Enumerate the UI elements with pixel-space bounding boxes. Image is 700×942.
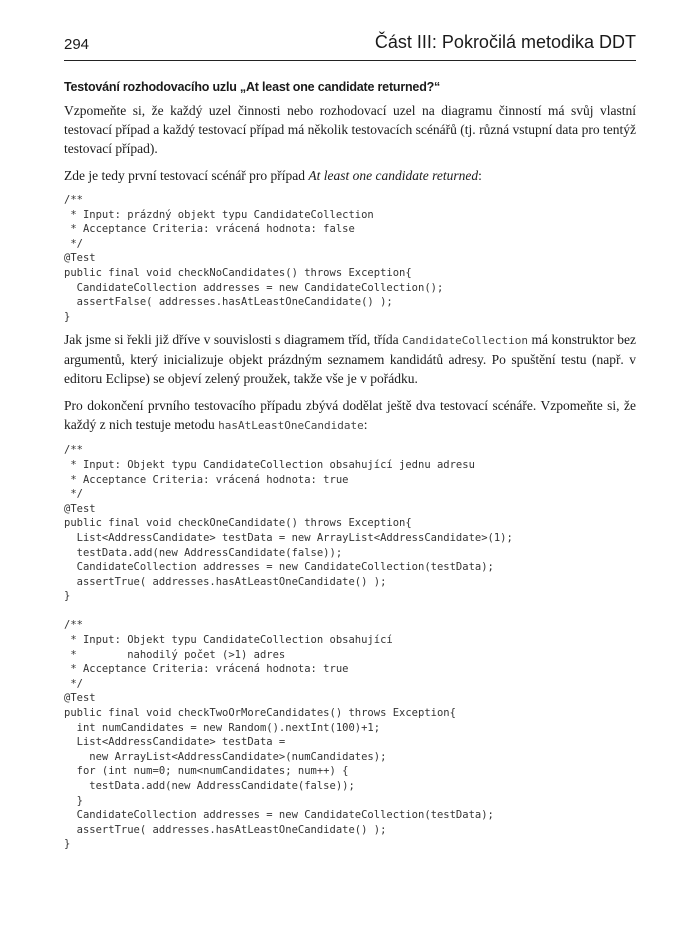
paragraph-text: Jak jsme si řekli již dříve v souvislosti s diagramem tříd, třída <box>64 332 403 348</box>
paragraph-remaining-scenarios <box>64 396 636 435</box>
code-line: new ArrayList<AddressCandidate>(numCandidates); <box>64 750 387 763</box>
page-number: 294 <box>64 36 90 53</box>
paragraph-text: : <box>478 168 482 183</box>
inline-code: hasAtLeastOneCandidate <box>218 419 364 433</box>
code-line: CandidateCollection addresses = new CandidateCollection(testData); <box>64 809 494 822</box>
code-line: CandidateCollection addresses = new CandidateCollection(); <box>64 281 444 294</box>
paragraph-first-scenario <box>64 166 636 185</box>
code-line: * Input: Objekt typu CandidateCollection obsahující jednu adresu <box>64 458 475 471</box>
code-line: @Test <box>64 252 96 265</box>
paragraph-text: Pro dokončení prvního testovacího případu zbývá dodělat ještě dva testovací scénáře. Vzpomeňte si, že každý z nich testuje metodu <box>64 398 636 433</box>
paragraph-text: : <box>363 417 368 433</box>
code-line: * Acceptance Criteria: vrácená hodnota: false <box>64 223 355 236</box>
code-line: } <box>64 794 83 807</box>
paragraph-constructor <box>64 330 636 388</box>
code-line: */ <box>64 488 83 501</box>
paragraph-text: má konstruktor bez argumentů, který inicializuje objekt prázdným seznamem kandidátů adresy. Po spuštění testu (např. v editoru Eclipse) se objeví zelený proužek, takže vše je v pořádku. <box>64 332 636 387</box>
code-line: * nahodilý počet (>1) adres <box>64 648 286 661</box>
page-content <box>64 80 636 858</box>
code-line: testData.add(new AddressCandidate(false)); <box>64 780 355 792</box>
code-line: * Acceptance Criteria: vrácená hodnota: true <box>64 473 349 486</box>
code-line: public final void checkNoCandidates() throws Exception{ <box>64 266 412 279</box>
code-line: assertFalse( addresses.hasAtLeastOneCandidate() ); <box>64 296 393 309</box>
code-line: /** <box>64 619 83 632</box>
code-listing-1 <box>64 193 636 324</box>
code-line: * Acceptance Criteria: vrácená hodnota: true <box>64 663 349 676</box>
code-line: } <box>64 590 71 603</box>
code-line: * Input: Objekt typu CandidateCollection obsahující <box>64 634 393 647</box>
code-line: } <box>64 310 71 323</box>
page-header <box>64 32 636 61</box>
code-line: List<AddressCandidate> testData = <box>64 736 286 749</box>
emphasis-text: At least one candidate returned <box>308 168 479 183</box>
code-line: assertTrue( addresses.hasAtLeastOneCandidate() ); <box>64 575 387 588</box>
code-line: */ <box>64 237 83 250</box>
section-heading: Testování rozhodovacího uzlu „At least one candidate returned?“ <box>64 80 441 94</box>
code-line: public final void checkTwoOrMoreCandidates() throws Exception{ <box>64 707 456 720</box>
code-line <box>64 604 636 619</box>
code-listing-2 <box>64 443 636 852</box>
running-title: Část III: Pokročilá metodika DDT <box>374 32 636 52</box>
code-line: CandidateCollection addresses = new CandidateCollection(testData); <box>64 561 494 574</box>
code-line: } <box>64 838 71 851</box>
code-line: /** <box>64 194 83 206</box>
code-line: List<AddressCandidate> testData = new ArrayList<AddressCandidate>(1); <box>64 531 513 544</box>
code-line: @Test <box>64 692 96 705</box>
code-line: /** <box>64 444 83 457</box>
paragraph-intro: Vzpomeňte si, že každý uzel činnosti nebo rozhodovací uzel na diagramu činností má svůj vlastní testovací případ a každý testovací případ má několik testovacích scénářů (tj. různá vstupní data pro tentýž testovací případ). <box>64 103 636 156</box>
code-line: assertTrue( addresses.hasAtLeastOneCandidate() ); <box>64 823 387 836</box>
code-line: for (int num=0; num<numCandidates; num++) { <box>64 765 349 778</box>
code-line: * Input: prázdný objekt typu CandidateCollection <box>64 208 374 221</box>
paragraph-text: Zde je tedy první testovací scénář pro případ <box>64 168 309 183</box>
code-line: testData.add(new AddressCandidate(false)); <box>64 546 343 559</box>
code-line: int numCandidates = new Random().nextInt(100)+1; <box>64 721 381 734</box>
code-line: public final void checkOneCandidate() throws Exception{ <box>64 517 412 530</box>
inline-code: CandidateCollection <box>402 334 528 348</box>
code-line: */ <box>64 677 83 690</box>
code-line: @Test <box>64 502 96 515</box>
